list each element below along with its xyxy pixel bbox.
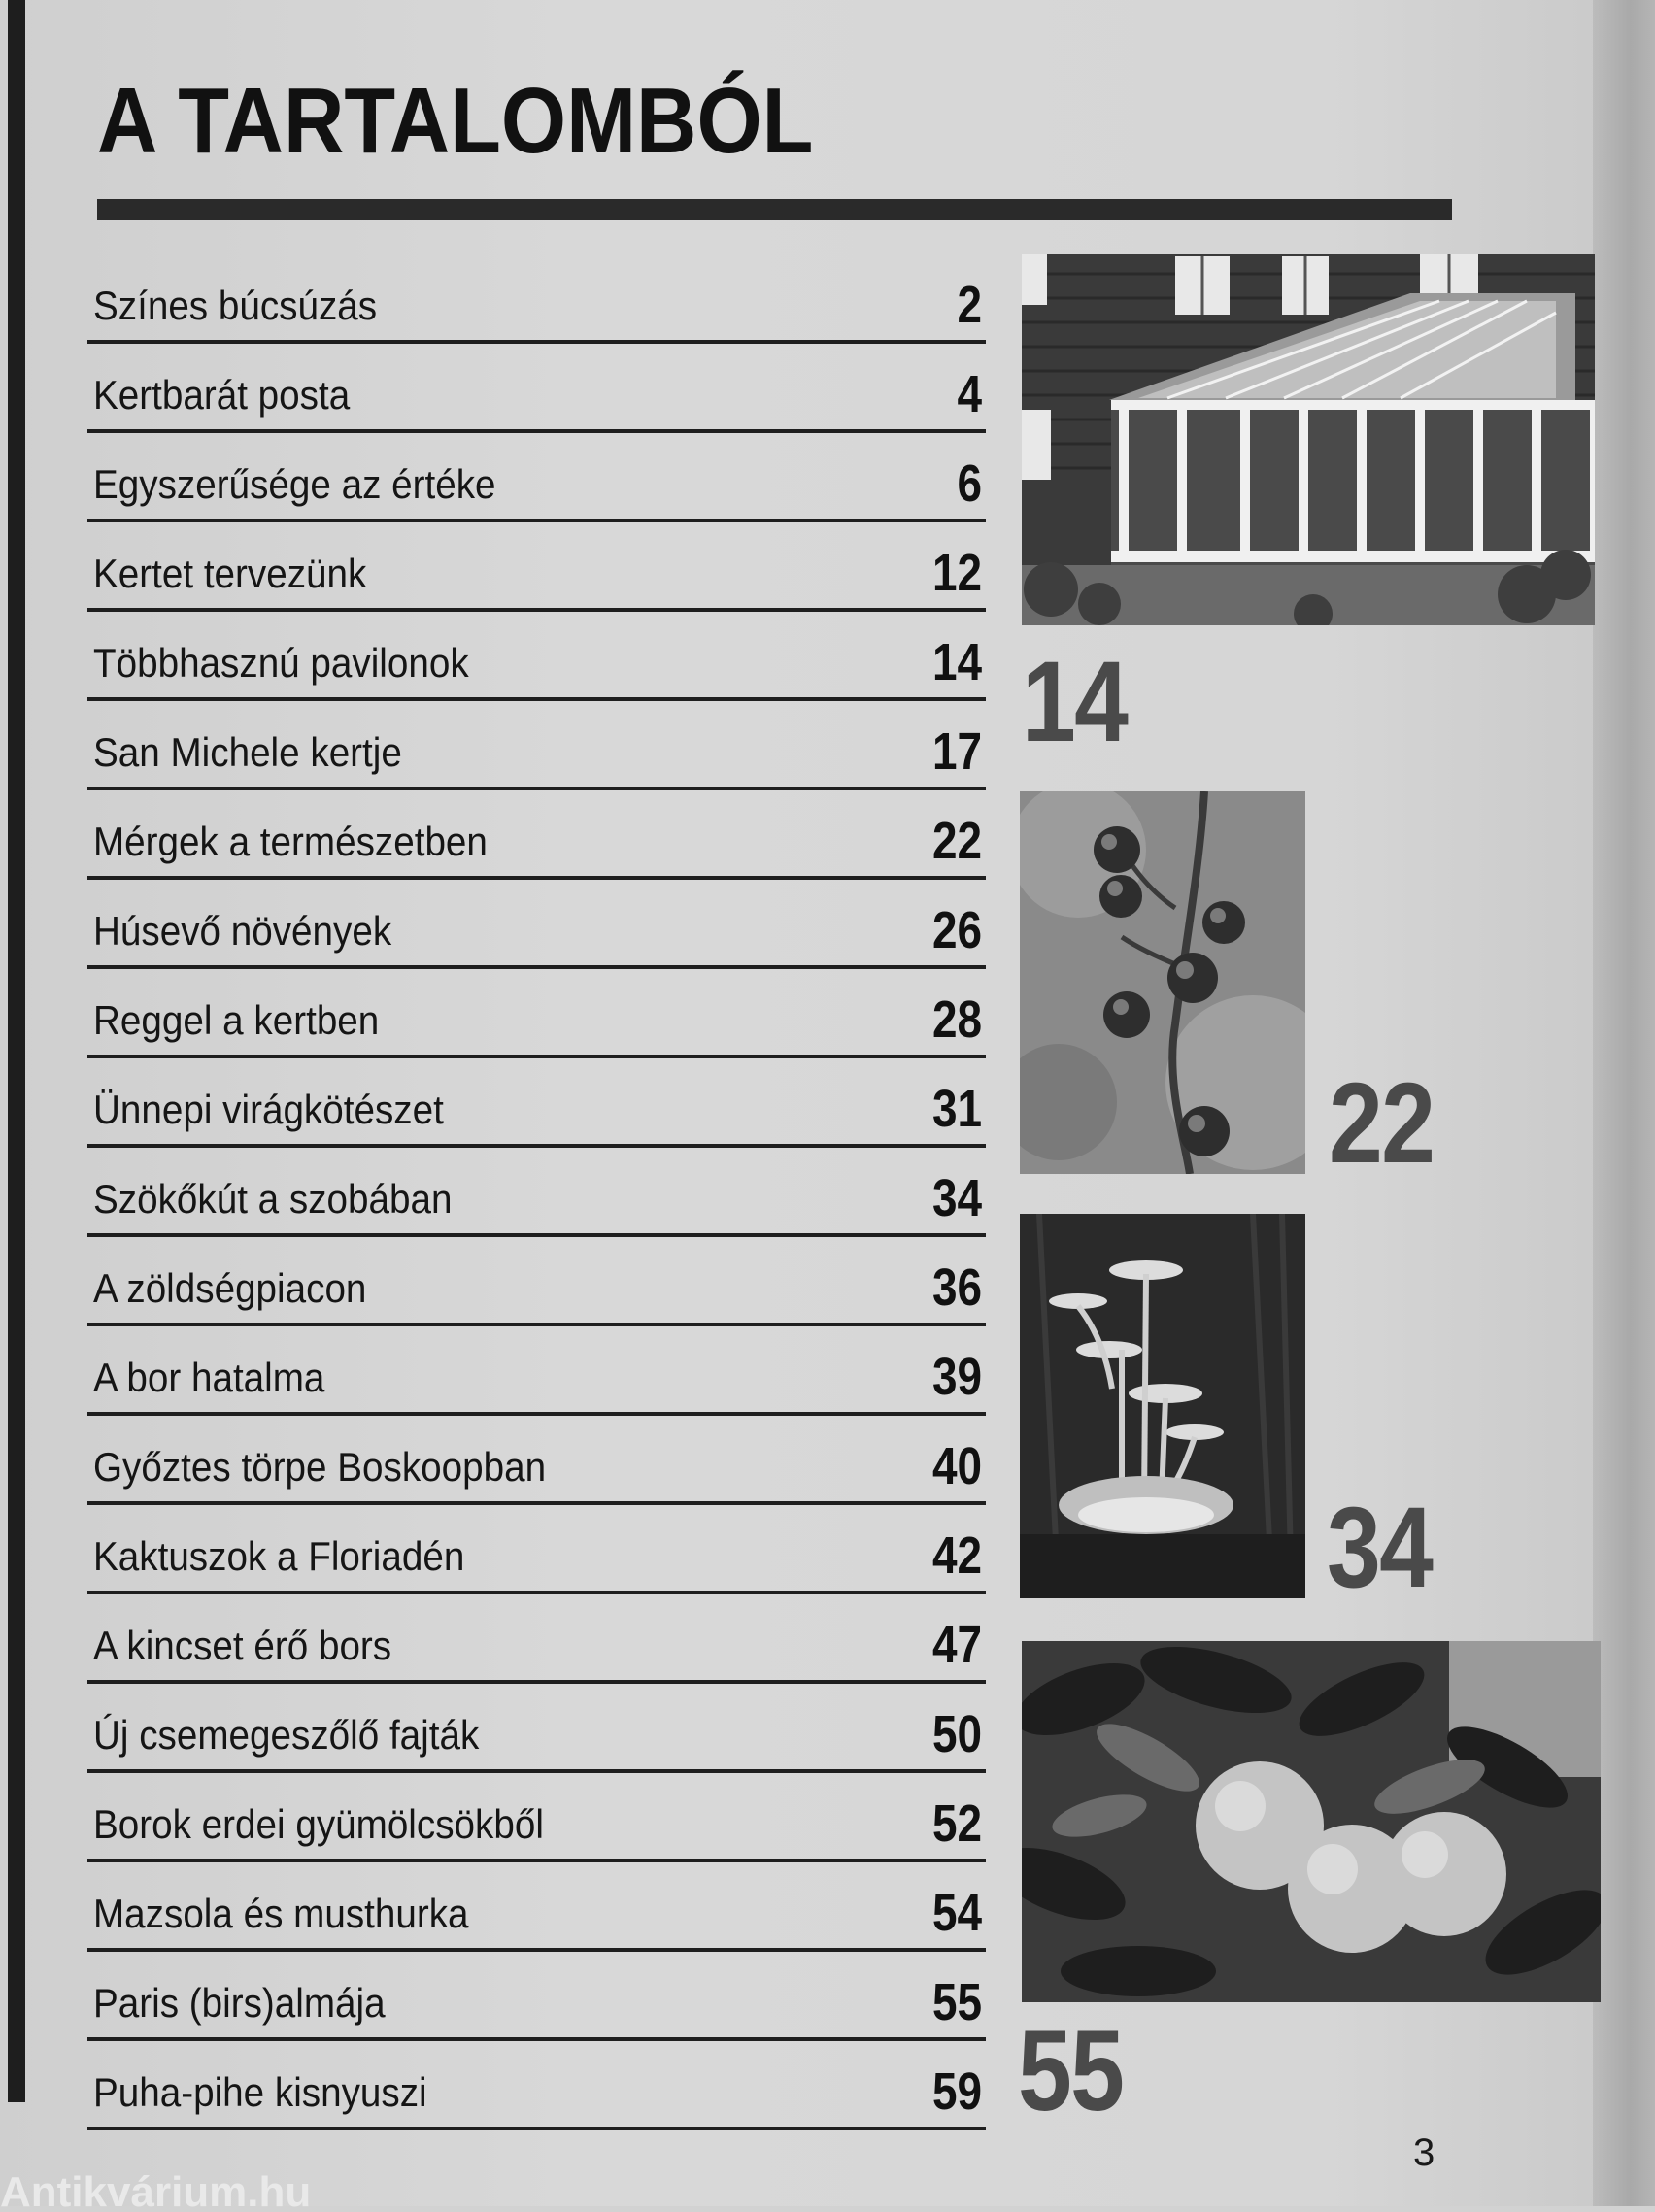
left-margin-bar: [8, 0, 25, 2102]
page-title: A TARTALOMBÓL: [97, 69, 814, 173]
toc-title: San Michele kertje: [93, 729, 402, 775]
toc-row[interactable]: [87, 1862, 986, 1952]
toc-title: Szökőkút a szobában: [93, 1176, 453, 1222]
title-rule: [97, 199, 1452, 220]
toc-title: Színes búcsúzás: [93, 283, 378, 328]
quince-photo: [1022, 1641, 1601, 2002]
toc-title: Reggel a kertben: [93, 997, 380, 1043]
toc-title: Többhasznú pavilonok: [93, 640, 469, 686]
toc-row[interactable]: [87, 1148, 986, 1237]
toc-row[interactable]: [87, 880, 986, 969]
toc-page-number: 14: [931, 633, 982, 691]
toc-page-number: 42: [931, 1526, 982, 1585]
toc-title: Mazsola és musthurka: [93, 1891, 469, 1936]
toc-page-number: 40: [931, 1437, 982, 1495]
toc-row[interactable]: [87, 1773, 986, 1862]
figure-number: 34: [1327, 1484, 1433, 1612]
watermark: Antikvárium.hu: [0, 2173, 312, 2212]
toc-page-number: 28: [931, 990, 982, 1049]
toc-row[interactable]: [87, 612, 986, 701]
toc-page-number: 17: [931, 722, 982, 781]
toc-title: A kincset érő bors: [93, 1623, 392, 1668]
page-number: 3: [1413, 2131, 1435, 2174]
toc-page-number: 6: [957, 454, 982, 513]
toc-page-number: 54: [931, 1884, 982, 1942]
toc-title: Új csemegeszőlő fajták: [93, 1712, 480, 1758]
toc-page-number: 34: [931, 1169, 982, 1227]
figure-number: 55: [1018, 2007, 1124, 2135]
toc-page-number: 12: [931, 544, 982, 602]
toc-page-number: 36: [931, 1258, 982, 1317]
toc-page-number: 22: [931, 812, 982, 870]
toc-page-number: 31: [931, 1080, 982, 1138]
berries-photo: [1020, 791, 1305, 1174]
toc-title: Ünnepi virágkötészet: [93, 1087, 444, 1132]
toc-row[interactable]: [87, 1326, 986, 1416]
toc-row[interactable]: [87, 1952, 986, 2041]
toc-row[interactable]: [87, 522, 986, 612]
toc-row[interactable]: [87, 790, 986, 880]
toc-title: Kertbarát posta: [93, 372, 351, 418]
toc-page-number: 47: [931, 1616, 982, 1674]
toc-row[interactable]: [87, 1416, 986, 1505]
toc-title: Húsevő növények: [93, 908, 392, 954]
toc-title: Győztes törpe Boskoopban: [93, 1444, 547, 1490]
toc-row[interactable]: [87, 701, 986, 790]
toc-row[interactable]: [87, 1058, 986, 1148]
toc-page-number: 52: [931, 1794, 982, 1853]
toc-row[interactable]: [87, 969, 986, 1058]
toc-row[interactable]: [87, 1237, 986, 1326]
toc-title: Paris (birs)almája: [93, 1980, 386, 2026]
toc-page-number: 2: [957, 276, 982, 334]
page-edge: [1593, 0, 1655, 2206]
toc-row[interactable]: [87, 1505, 986, 1594]
toc-title: Kaktuszok a Floriadén: [93, 1533, 465, 1579]
toc-page-number: 26: [931, 901, 982, 959]
toc-page-number: 59: [931, 2062, 982, 2121]
toc-row[interactable]: [87, 1594, 986, 1684]
toc-title: A bor hatalma: [93, 1355, 325, 1400]
toc-row[interactable]: [87, 433, 986, 522]
fountain-photo: [1020, 1214, 1305, 1598]
toc-page-number: 4: [957, 365, 982, 423]
conservatory-photo: [1022, 254, 1595, 625]
toc-page-number: 50: [931, 1705, 982, 1763]
toc-title: A zöldségpiacon: [93, 1265, 367, 1311]
toc-title: Puha-pihe kisnyuszi: [93, 2069, 427, 2115]
toc-title: Mérgek a természetben: [93, 819, 488, 864]
figure-number: 14: [1022, 638, 1128, 766]
toc-title: Borok erdei gyümölcsökből: [93, 1801, 544, 1847]
toc-row[interactable]: [87, 2041, 986, 2130]
toc-row[interactable]: [87, 344, 986, 433]
toc-row[interactable]: [87, 254, 986, 344]
table-of-contents: [87, 254, 986, 2130]
toc-row[interactable]: [87, 1684, 986, 1773]
toc-page-number: 39: [931, 1348, 982, 1406]
toc-title: Egyszerűsége az értéke: [93, 461, 496, 507]
toc-page-number: 55: [931, 1973, 982, 2031]
toc-title: Kertet tervezünk: [93, 551, 367, 596]
figure-number: 22: [1329, 1059, 1435, 1188]
